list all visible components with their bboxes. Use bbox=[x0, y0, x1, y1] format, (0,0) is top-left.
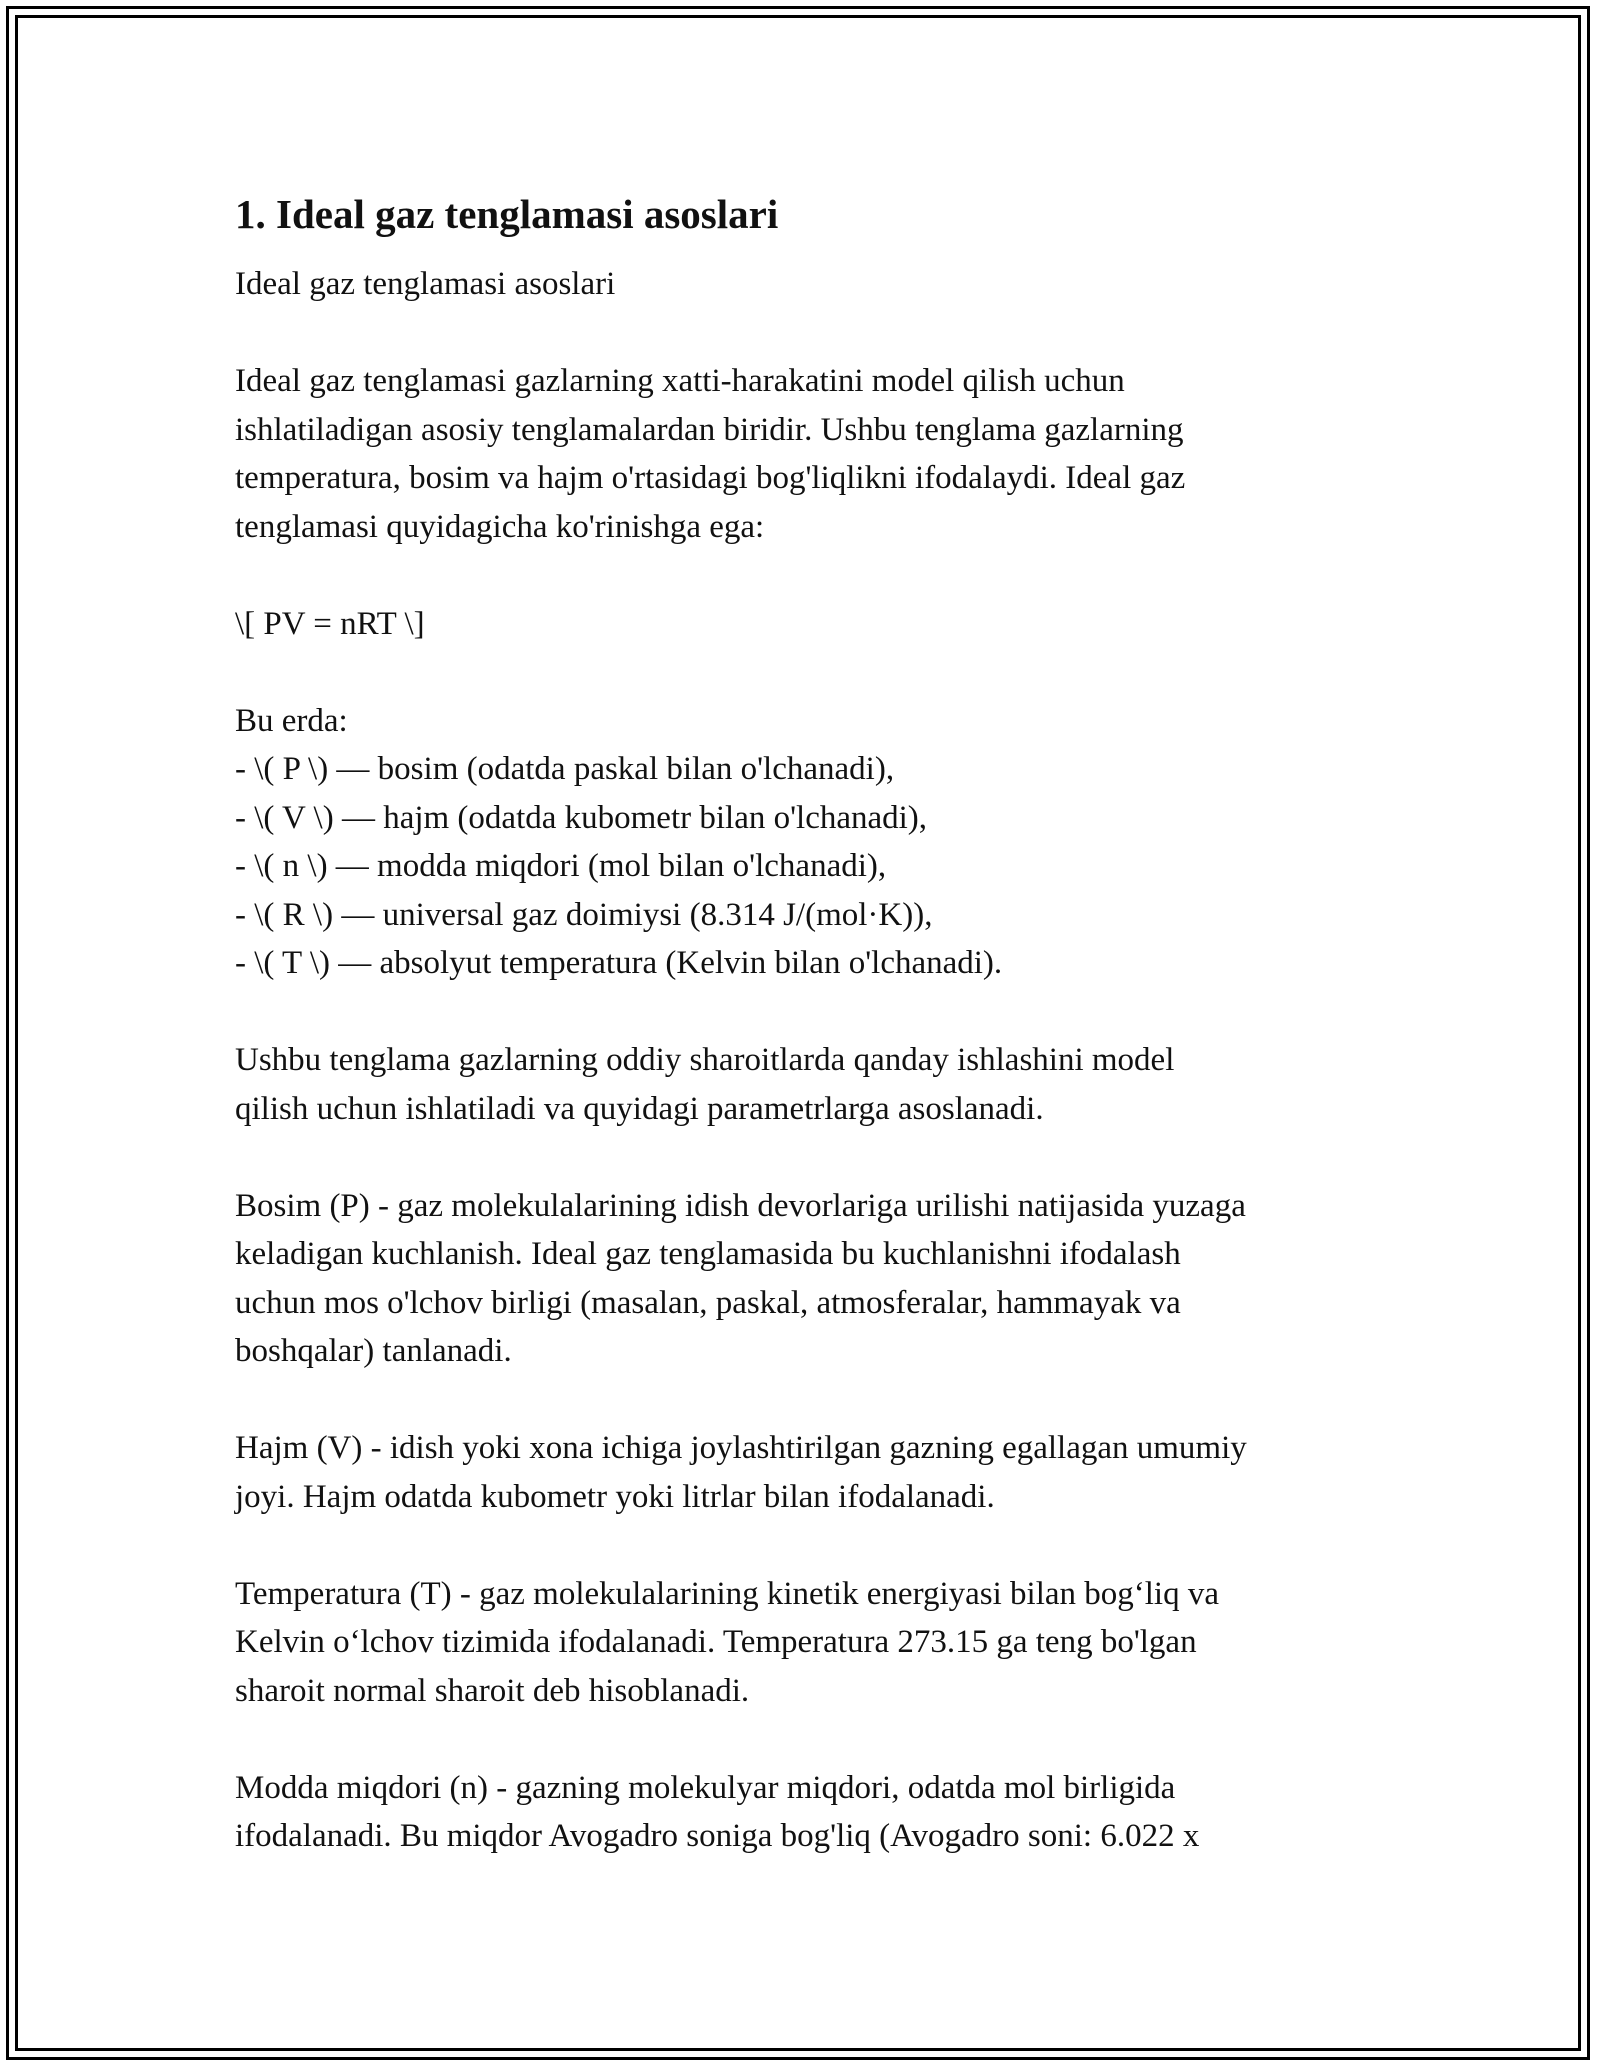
intro-paragraph: Ideal gaz tenglamasi gazlarning xatti-harakatini model qilish uchun ishlatiladigan asosiy tenglamalardan biridir. Ushbu tenglama gazlarning temperatura, bosim va hajm o'rtasidagi bog'liqlikni ifodalaydi. Ideal gaz tenglamasi quyidagicha ko'rinishga ega: bbox=[235, 363, 1186, 545]
list-item: - \( V \) — hajm (odatda kubometr bilan o'lchanadi), bbox=[235, 799, 928, 836]
usage-paragraph: Ushbu tenglama gazlarning oddiy sharoitlarda qanday ishlashini model qilish uchun ishlatiladi va quyidagi parametrlarga asoslanadi. bbox=[235, 1042, 1175, 1127]
subtitle-paragraph: Ideal gaz tenglamasi asoslari bbox=[235, 266, 616, 302]
where-heading: Bu erda: bbox=[235, 702, 348, 739]
pressure-paragraph: Bosim (P) - gaz molekulalarining idish devorlariga urilishi natijasida yuzaga keladigan kuchlanish. Ideal gaz tenglamasida bu kuchlanishni ifodalash uchun mos o'lchov birligi (masalan, paskal, atmosferalar, hammayak va boshqalar) tanlanadi. bbox=[235, 1187, 1246, 1369]
variables-list bbox=[235, 697, 1375, 988]
list-item: - \( T \) — absolyut temperatura (Kelvin bilan o'lchanadi). bbox=[235, 945, 1003, 981]
section-heading: 1. Ideal gaz tenglamasi asoslari bbox=[235, 191, 779, 237]
list-item: - \( R \) — universal gaz doimiysi (8.314 J/(mol·K)), bbox=[235, 896, 933, 933]
document-body bbox=[235, 190, 1375, 1909]
temperature-paragraph: Temperatura (T) - gaz molekulalarining kinetik energiyasi bilan bog‘liq va Kelvin o‘lchov tizimida ifodalanadi. Temperatura 273.15 ga teng bo'lgan sharoit normal sharoit deb hisoblanadi. bbox=[235, 1575, 1219, 1709]
amount-paragraph: Modda miqdori (n) - gazning molekulyar miqdori, odatda mol birligida ifodalanadi. Bu miqdor Avogadro soniga bog'liq (Avogadro soni: 6.022 x bbox=[235, 1769, 1200, 1854]
equation-paragraph: \[ PV = nRT \] bbox=[235, 605, 425, 642]
list-item: - \( P \) — bosim (odatda paskal bilan o'lchanadi), bbox=[235, 751, 895, 787]
list-item: - \( n \) — modda miqdori (mol bilan o'lchanadi), bbox=[235, 848, 887, 884]
volume-paragraph: Hajm (V) - idish yoki xona ichiga joylashtirilgan gazning egallagan umumiy joyi. Hajm odatda kubometr yoki litrlar bilan ifodalanadi. bbox=[235, 1430, 1247, 1515]
